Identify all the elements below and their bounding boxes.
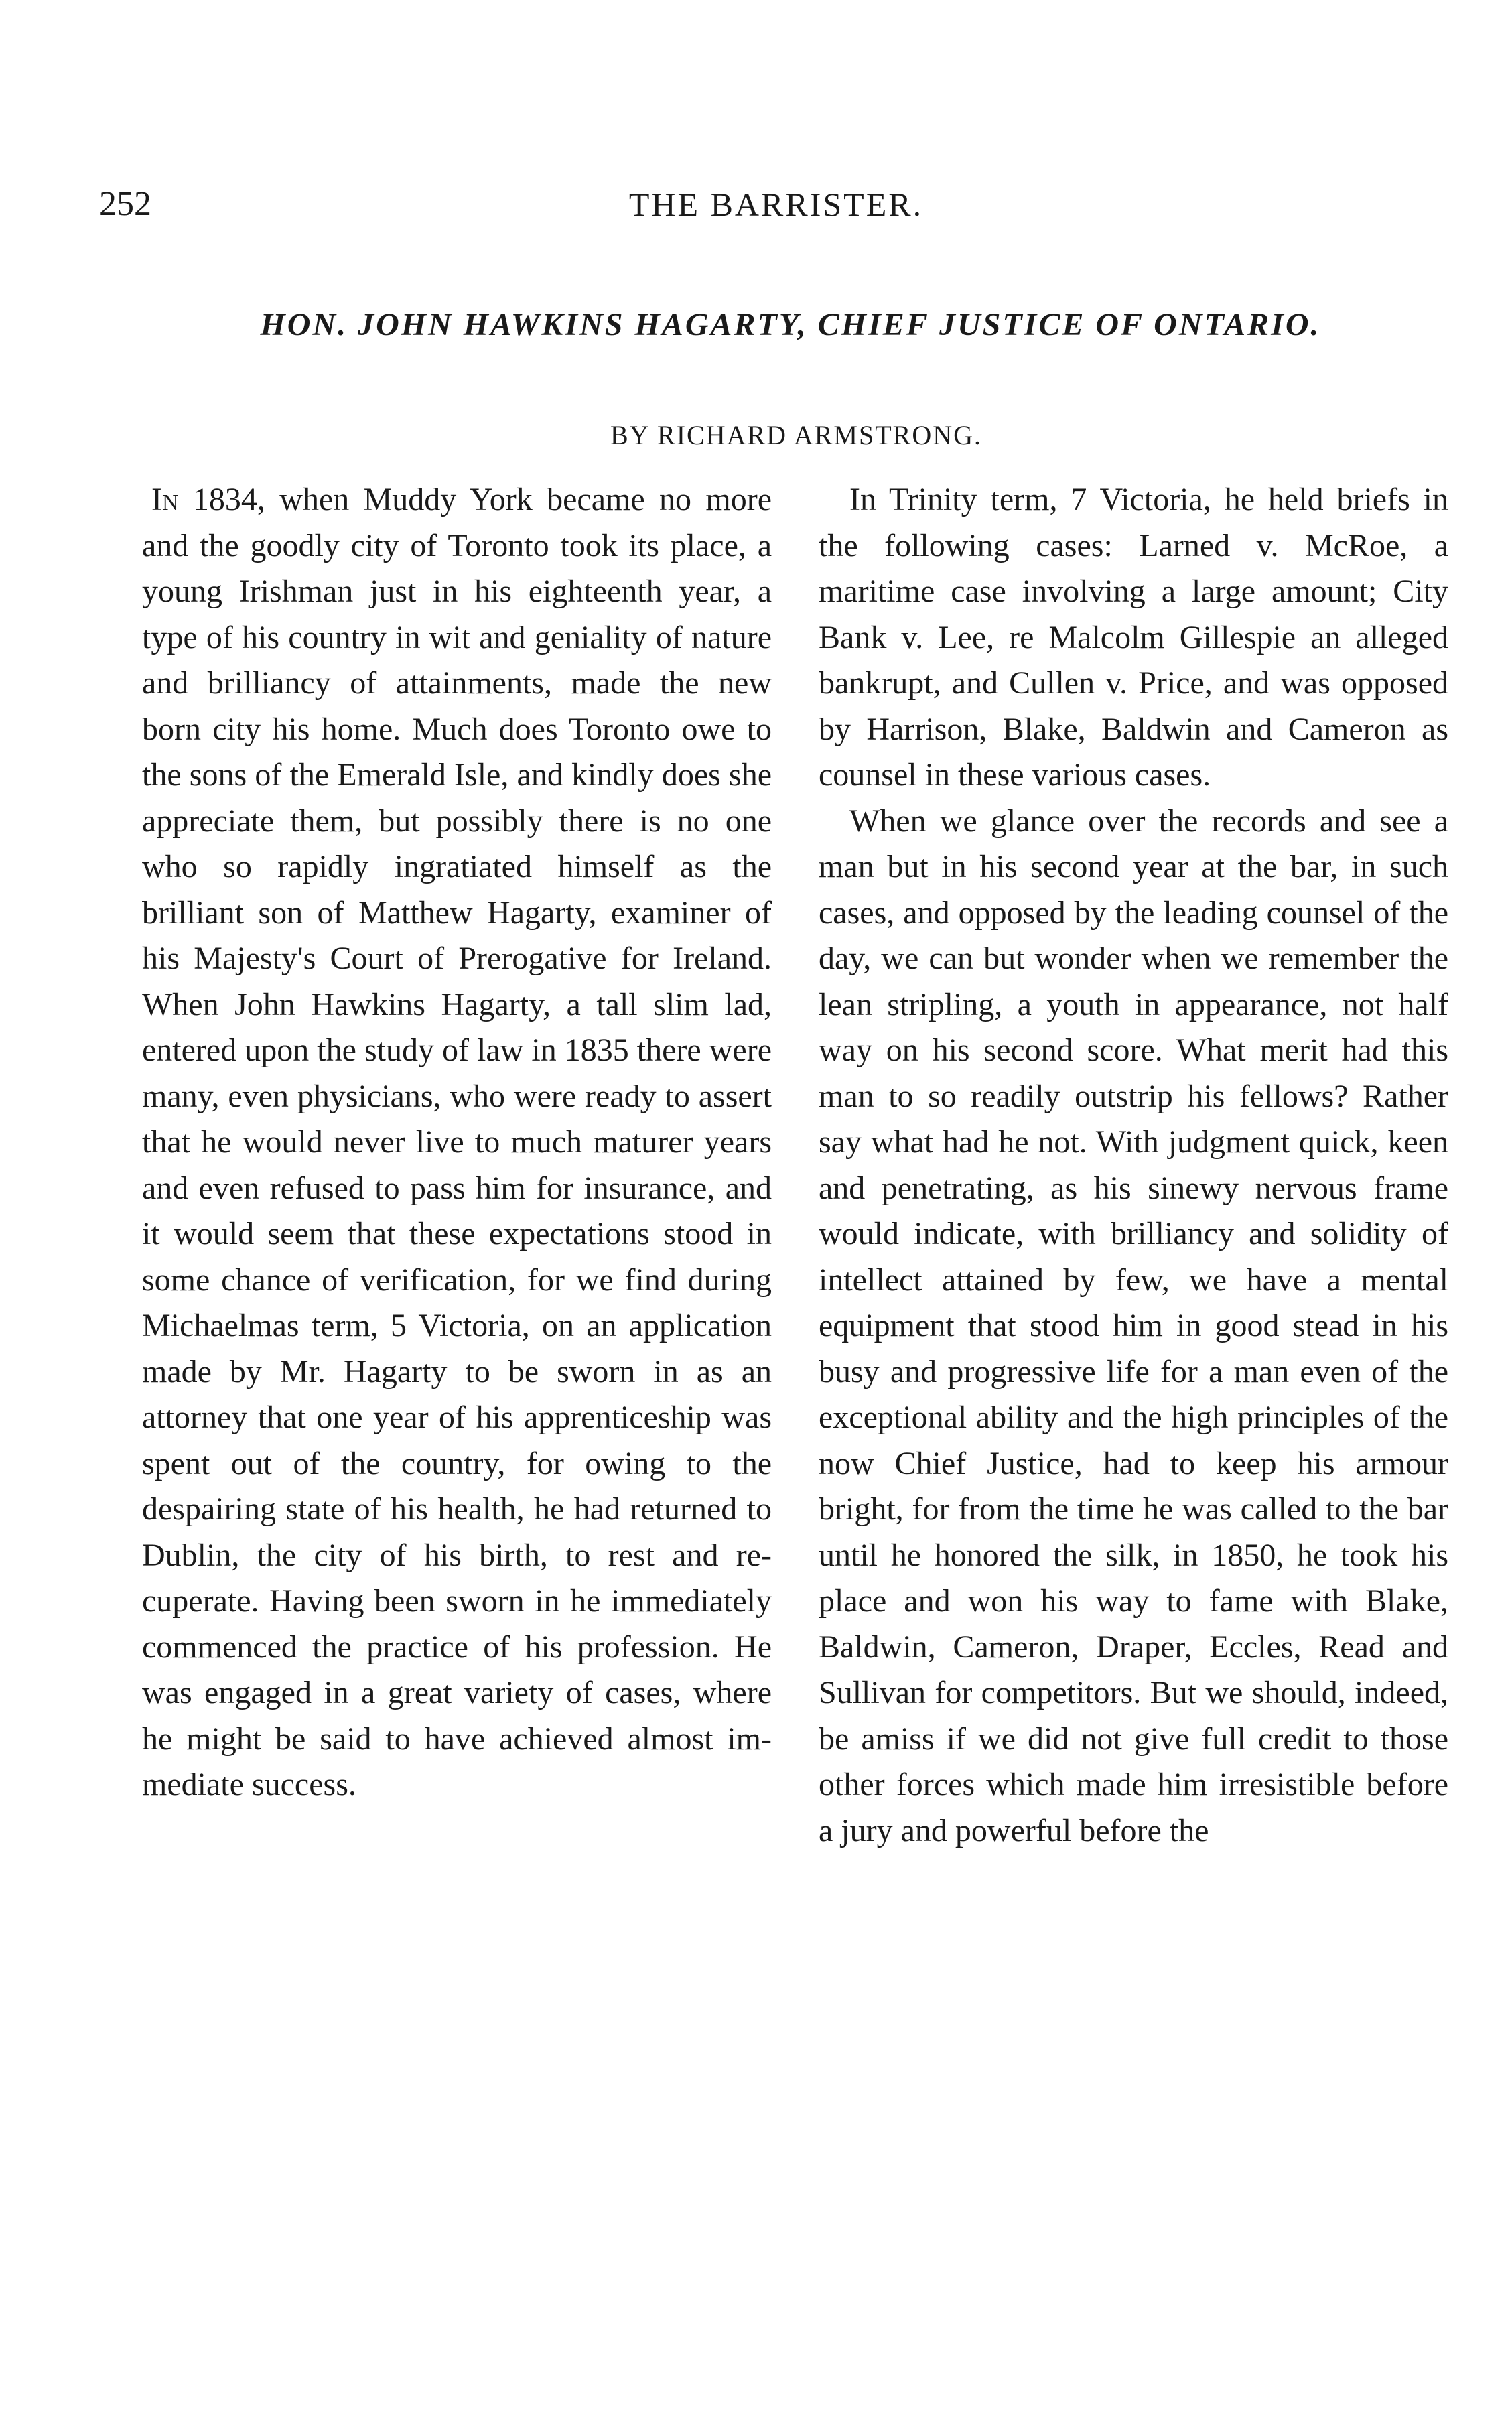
paragraph: When we glance over the records and see a man but in his second year at the bar, in such cases, and opposed by the leading counsel of the day, we can but wonder when we remember the lean stripling, a youth in appearance, not half way on his second score. What merit had this man to so readily outstrip his fellows? Rather say what had he not. With judgment quick, keen and penetrating, as his sinewy nervous frame would indicate, with brilliancy and solidity of intellect attained by few, we have a mental equipment that stood him in good stead in his busy and progressive life for a man even of the exceptional ability and the high principles of the now Chief Justice, had to keep his armour bright, for from the time he was called to the bar until he honored the silk, in 1850, he took his place and won his way to fame with Blake, Baldwin, Cameron, Draper, Eccles, Read and Sullivan for competitors. But we should, indeed, be amiss if we did not give full credit to those other forces which made him irresistible before a jury and powerful before the [819, 803, 1448, 1848]
left-column [142, 477, 772, 1808]
paragraph: In Trinity term, 7 Victoria, he held briefs in the following cases: Larned v. McRoe, a maritime case involving a large amount; City Bank v. Lee, re Malcolm Gillespie an alleged bankrupt, and Cullen v. Price, and was opposed by Harrison, Blake, Baldwin and Cameron as counsel in these various cases. [819, 482, 1448, 793]
page-number: 252 [99, 185, 151, 223]
opening-word: In [151, 482, 179, 517]
right-column [819, 477, 1448, 1854]
paragraph-text: 1834, when Muddy York became no more and the goodly city of Toronto took its place, a young Irishman just in his eighteenth year, a type of his country in wit and geniality of nature and brilliancy of attainments, made the new born city his home. Much does Toronto owe to the sons of the Emerald Isle, and kindly does she appreciate them, but possibly there is no one who so rapidly ingratiated himself as the brilliant son of Matthew Hagarty, examiner of his Majesty's Court of Prerogative for Ireland. When John Hawkins Hagarty, a tall slim lad, entered upon the study of law in 1835 there were many, even physicians, who were ready to assert that he would never live to much maturer years and even refused to pass him for insurance, and it would seem that these expectations stood in some chance of verification, for we find during Michaelmas term, 5 Victoria, on an application made by Mr. Hagarty to be sworn in as an attorney that one year of his apprenticeship was spent out of the country, for owing to the despairing state of his health, he had returned to Dublin, the city of his birth, to rest and recuperate. Having been sworn in he immediately commenced the practice of his profession. He was engaged in a great variety of cases, where he might be said to have achieved almost immediate success. [142, 482, 772, 1802]
paragraph [142, 477, 772, 1808]
journal-title: THE BARRISTER. [628, 186, 924, 223]
running-head [0, 181, 1512, 228]
article-title: HON. JOHN HAWKINS HAGARTY, CHIEF JUSTICE OF ONTARIO. [260, 307, 1321, 342]
byline: BY RICHARD ARMSTRONG. [610, 420, 983, 450]
